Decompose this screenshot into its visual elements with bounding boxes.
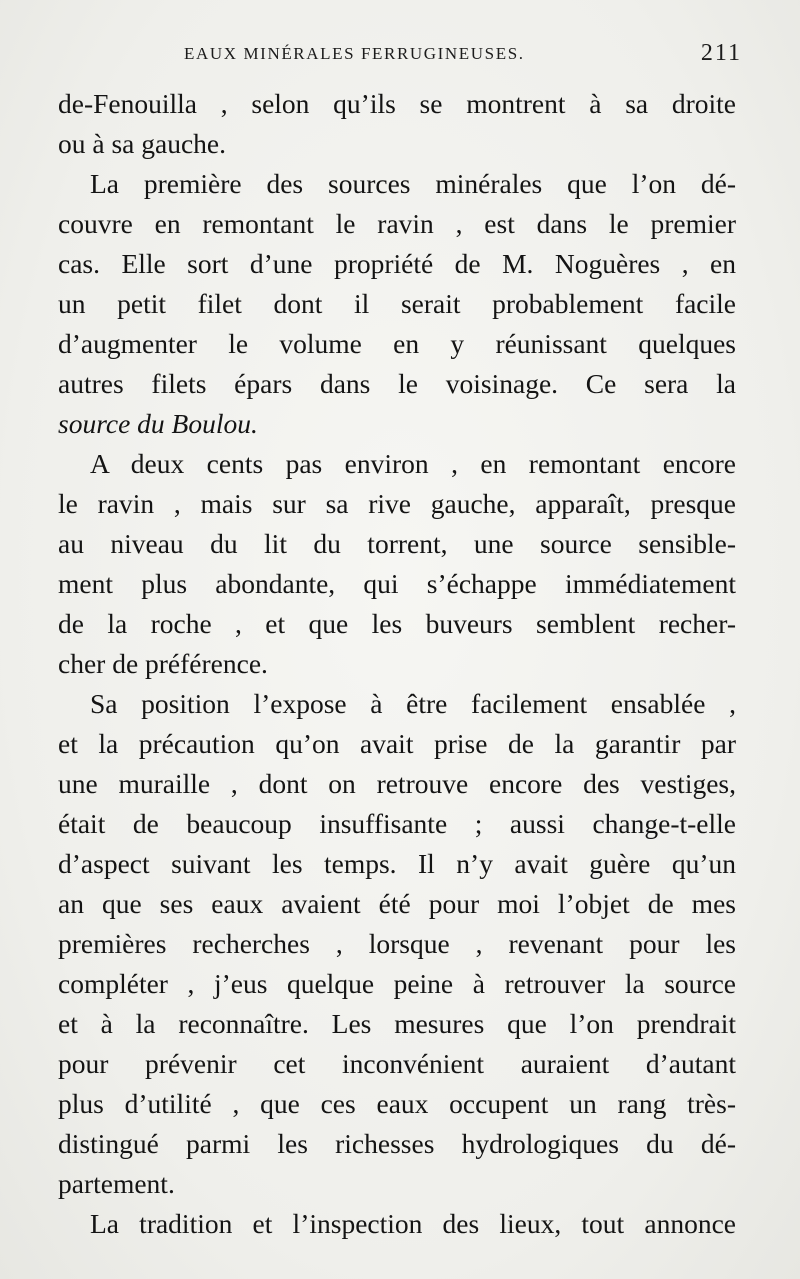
text-line: La première des sources minérales que l’on dé- [90, 168, 736, 199]
text-line: compléter , j’eus quelque peine à retrouver la source [58, 968, 736, 999]
text-line: le ravin , mais sur sa rive gauche, apparaît, presque [58, 488, 736, 519]
paragraph-1 [58, 84, 736, 164]
text-line: an que ses eaux avaient été pour moi l’objet de mes [58, 888, 736, 919]
text-line-italic [58, 404, 736, 444]
text-line: couvre en remontant le ravin , est dans le premier [58, 208, 736, 239]
text-line: partement. [58, 1168, 175, 1199]
text-line: distingué parmi les richesses hydrologiques du dé- [58, 1128, 736, 1159]
text-line: de-Fenouilla , selon qu’ils se montrent à sa droite [58, 88, 736, 119]
text-line: Sa position l’expose à être facilement ensablée , [90, 688, 736, 719]
text-line: premières recherches , lorsque , revenant pour les [58, 928, 736, 959]
text-line: ou à sa gauche. [58, 128, 226, 159]
text-line: ment plus abondante, qui s’échappe immédiatement [58, 568, 736, 599]
text-line: au niveau du lit du torrent, une source sensible- [58, 528, 736, 559]
paragraph-4 [58, 684, 736, 1204]
text-line: plus d’utilité , que ces eaux occupent un rang très- [58, 1088, 736, 1119]
page-number: 211 [700, 40, 742, 66]
text-line: pour prévenir cet inconvénient auraient d’autant [58, 1048, 736, 1079]
text-line: un petit filet dont il serait probablement facile [58, 288, 736, 319]
text-line: et la précaution qu’on avait prise de la garantir par [58, 728, 736, 759]
text-line: de la roche , et que les buveurs semblent recher- [58, 608, 736, 639]
text-line: A deux cents pas environ , en remontant encore [90, 448, 736, 479]
page-header [58, 40, 742, 76]
text-line: d’augmenter le volume en y réunissant quelques [58, 328, 736, 359]
body-text [58, 84, 736, 1244]
text-line: cas. Elle sort d’une propriété de M. Noguères , en [58, 248, 736, 279]
text-line: cher de préférence. [58, 648, 268, 679]
italic-source-name: source du Boulou. [58, 408, 258, 439]
paragraph-3 [58, 444, 736, 684]
text-line: autres filets épars dans le voisinage. Ce sera la [58, 368, 736, 399]
text-line: d’aspect suivant les temps. Il n’y avait guère qu’un [58, 848, 736, 879]
running-head: EAUX MINÉRALES FERRUGINEUSES. [184, 44, 525, 63]
text-line: une muraille , dont on retrouve encore des vestiges, [58, 768, 736, 799]
text-line: était de beaucoup insuffisante ; aussi change-t-elle [58, 808, 736, 839]
text-line: et à la reconnaître. Les mesures que l’on prendrait [58, 1008, 736, 1039]
paragraph-5 [58, 1204, 736, 1244]
paragraph-2 [58, 164, 736, 444]
text-line: La tradition et l’inspection des lieux, tout annonce [90, 1208, 736, 1239]
